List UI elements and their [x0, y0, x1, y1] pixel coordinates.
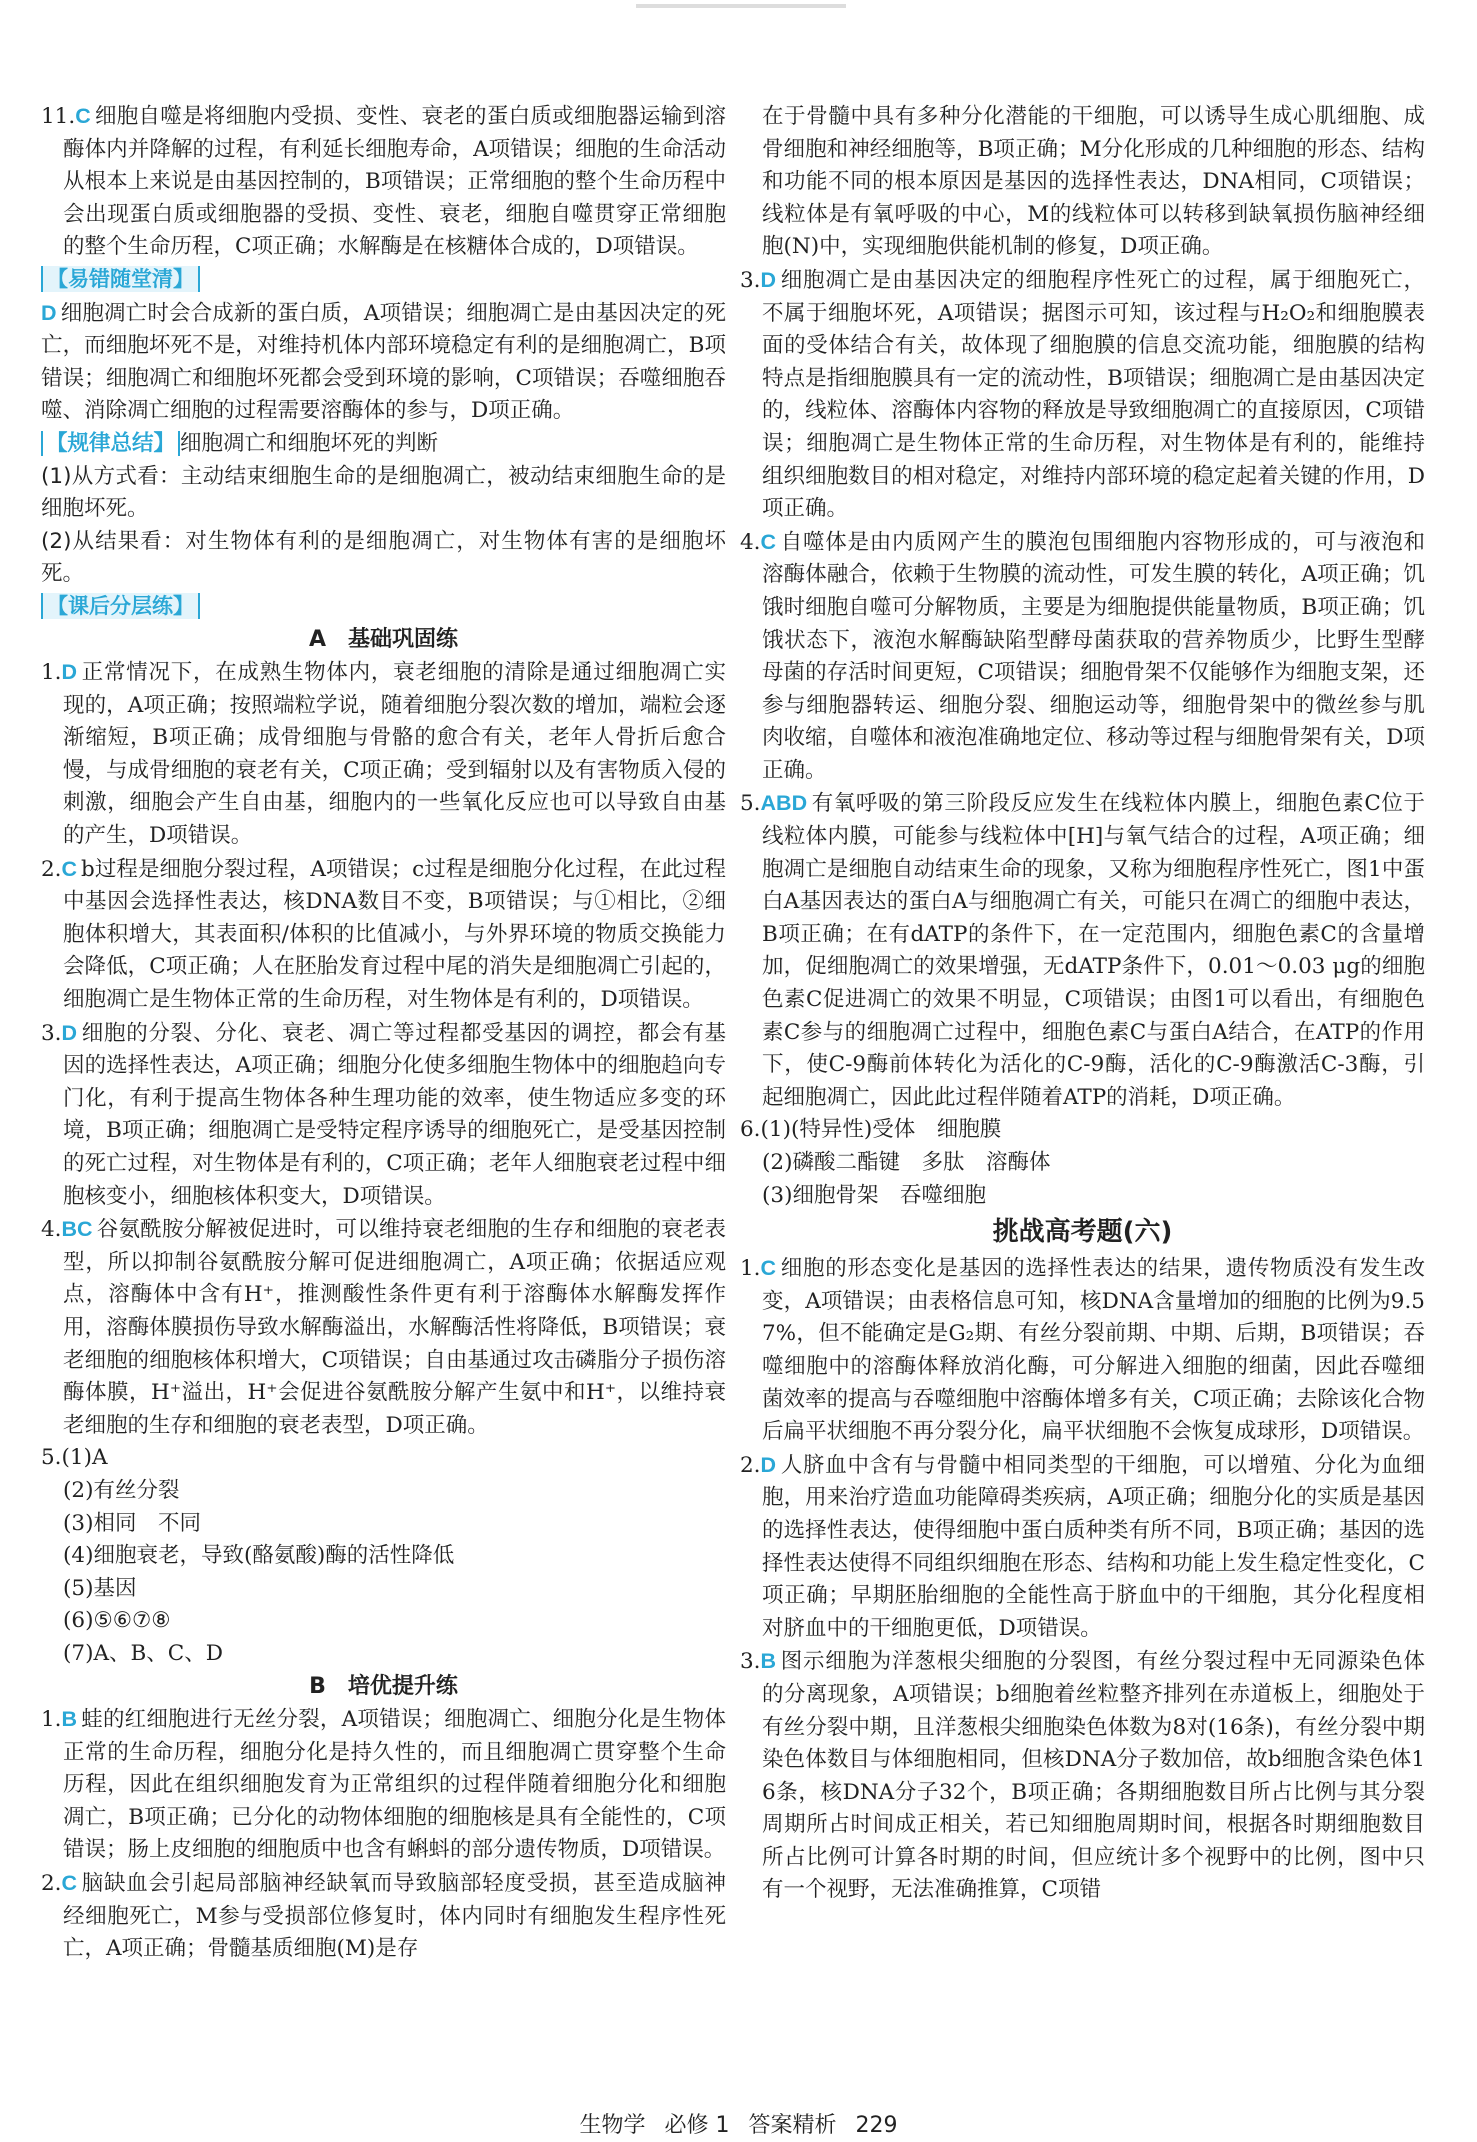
explanation-text: 谷氨酰胺分解被促进时，可以维持衰老细胞的生存和细胞的衰老表型，所以抑制谷氨酰胺分解可促进细胞凋亡，A项正确；依据适应观点，溶酶体中含有H⁺，推测酸性条件更有利于溶酶体水解酶发挥作用，溶酶体膜损伤导致水解酶溢出，水解酶活性将降低，B项错误；衰老细胞的细胞核体积增大，C项错误；自由基通过攻击磷脂分子损伤溶酶体膜，H⁺溢出，H⁺会促进谷氨酰胺分解产生氨中和H⁺，以维持衰老细胞的生存和细胞的衰老表型，D项正确。 — [63, 1217, 726, 1438]
sub-answer: (6)⑤⑥⑦⑧ — [63, 1608, 171, 1634]
section-tag-kehou: 【课后分层练】 — [41, 591, 726, 624]
answer-item-a4: 4.BC 谷氨酰胺分解被促进时，可以维持衰老细胞的生存和细胞的衰老表型，所以抑制谷氨酰胺分解可促进细胞凋亡，A项正确；依据适应观点，溶酶体中含有H⁺，推测酸性条件更有利于溶酶体水解酶发挥作用，溶酶体膜损伤导致水解酶溢出，水解酶活性将降低，B项错误；衰老细胞的细胞核体积增大，C项错误；自由基通过攻击磷脂分子损伤溶酶体膜，H⁺溢出，H⁺会促进谷氨酰胺分解产生氨中和H⁺，以维持衰老细胞的生存和细胞的衰老表型，D项正确。 — [41, 1217, 726, 1438]
explanation-text: 细胞的分裂、分化、衰老、凋亡等过程都受基因的调控，都会有基因的选择性表达，A项正确；细胞分化使多细胞生物体中的细胞趋向专门化，有利于提高生物体各种生理功能的效率，使生物适应多变的环境，B项正确；细胞凋亡是受特定程序诱导的细胞死亡，是受基因控制的死亡过程，对生物体是有利的，C项正确；老年人细胞衰老过程中细胞核变小，细胞核体积变大，D项错误。 — [63, 1020, 726, 1209]
sub-answer: (1)A — [61, 1445, 108, 1471]
answer-item-b6: 6.(1)(特异性)受体 细胞膜 (2)磷酸二酯键 多肽 溶酶体 (3)细胞骨架 吞噬细胞 — [740, 1114, 1425, 1212]
explanation-text: 图示细胞为洋葱根尖细胞的分裂图，有丝分裂过程中无同源染色体的分离现象，A项错误；b细胞着丝粒整齐排列在赤道板上，细胞处于有丝分裂中期，且洋葱根尖细胞染色体数为8对(16条)，有丝分裂中期染色体数目与体细胞相同，但核DNA分子数加倍，故b细胞含染色体16条，核DNA分子32个，B项正确；各期细胞数目所占比例与其分裂周期所占时间成正相关，若已知细胞周期时间，根据各时期细胞数目所占比例可计算各时期的时间，但应统计多个视野中的比例，图中只有一个视野，无法准确推算，C项错 — [762, 1649, 1425, 1903]
explanation-text: 正常情况下，在成熟生物体内，衰老细胞的清除是通过细胞凋亡实现的，A项正确；按照端粒学说，随着细胞分裂次数的增加，端粒会逐渐缩短，B项正确；成骨细胞与骨骼的愈合有关，老年人骨折后愈合慢，与成骨细胞的衰老有关，C项正确；受到辐射以及有害物质入侵的刺激，细胞会产生自由基，细胞内的一些氧化反应也可以导致自由基的产生，D项错误。 — [63, 660, 726, 849]
page-footer — [0, 2108, 1477, 2139]
answer-item-b2-continued: 在于骨髓中具有多种分化潜能的干细胞，可以诱导生成心肌细胞、成骨细胞和神经细胞等，B项正确；M分化形成的几种细胞的形态、结构和功能不同的根本原因是基因的选择性表达，DNA相同，C项错误；线粒体是有氧呼吸的中心，M的线粒体可以转移到缺氧损伤脑神经细胞(N)中，实现细胞供能机制的修复，D项正确。 — [762, 104, 1425, 260]
section-title-b: B 培优提升练 — [309, 1673, 458, 1699]
answer-letter: D — [41, 300, 57, 325]
top-decoration — [636, 4, 846, 8]
sub-answer: (5)基因 — [63, 1575, 137, 1601]
answer-letter: D — [760, 1452, 777, 1477]
section-tag-yicuo: 【易错随堂清】 — [41, 264, 726, 297]
answer-item-b2: 2.C 脑缺血会引起局部脑神经缺氧而导致脑部轻度受损，甚至造成脑神经细胞死亡，M参与受损部位修复时，体内同时有细胞发生程序性死亡，A项正确；骨髓基质细胞(M)是存 — [41, 1871, 726, 1962]
footer-section: 答案精析 — [748, 2113, 837, 2138]
footer-subject: 生物学 — [579, 2113, 646, 2138]
explanation-text: 细胞自噬是将细胞内受损、变性、衰老的蛋白质或细胞器运输到溶酶体内并降解的过程，有利延长细胞寿命，A项错误；细胞的生命活动从根本上来说是由基因控制的，B项错误；正常细胞的整个生命历程中会出现蛋白质或细胞器的受损、变性、衰老，细胞自噬贯穿正常细胞的整个生命历程，C项正确；水解酶是在核糖体合成的，D项错误。 — [63, 104, 726, 260]
explanation-text: 细胞凋亡时会合成新的蛋白质，A项错误；细胞凋亡是由基因决定的死亡，而细胞坏死不是，对维持机体内部环境稳定有利的是细胞凋亡，B项错误；细胞凋亡和细胞坏死都会受到环境的影响，C项错误；吞噬细胞吞噬、消除凋亡细胞的过程需要溶酶体的参与，D项正确。 — [41, 300, 726, 424]
answer-item-c2: 2.D 人脐血中含有与骨髓中相同类型的干细胞，可以增殖、分化为血细胞，用来治疗造血功能障碍类疾病，A项正确；细胞分化的实质是基因的选择性表达，使得细胞中蛋白质种类有所不同，B项正确；基因的选择性表达使得不同组织细胞在形态、结构和功能上发生稳定性变化，C项正确；早期胚胎细胞的全能性高于脐血中的干细胞，其分化程度相对脐血中的干细胞更低，D项错误。 — [740, 1452, 1425, 1641]
challenge-title: 挑战高考题(六) — [992, 1217, 1173, 1248]
rule-summary-heading — [41, 428, 726, 461]
sub-answer: (4)细胞衰老，导致(酪氨酸)酶的活性降低 — [63, 1543, 455, 1569]
answer-item-b1: 1.B 蛙的红细胞进行无丝分裂，A项错误；细胞凋亡、细胞分化是生物体正常的生命历程，细胞分化是持久性的，而且细胞凋亡贯穿整个生命历程，因此在组织细胞发育为正常组织的过程伴随着细胞分化和细胞凋亡，B项正确；已分化的动物体细胞的细胞核是具有全能性的，C项错误；肠上皮细胞的细胞质中也含有蝌蚪的部分遗传物质，D项错误。 — [41, 1707, 726, 1863]
sub-answer: (7)A、B、C、D — [63, 1640, 223, 1666]
answer-item-a2: 2.C b过程是细胞分裂过程，A项错误；c过程是细胞分化过程，在此过程中基因会选择性表达，核DNA数目不变，B项错误；与①相比，②细胞体积增大，其表面积/体积的比值减小，与外界环境的物质交换能力会降低，C项正确；人在胚胎发育过程中尾的消失是细胞凋亡引起的，细胞凋亡是生物体正常的生命历程，对生物体是有利的，D项错误。 — [41, 856, 726, 1013]
answer-item-a1: 1.D 正常情况下，在成熟生物体内，衰老细胞的清除是通过细胞凋亡实现的，A项正确；按照端粒学说，随着细胞分裂次数的增加，端粒会逐渐缩短，B项正确；成骨细胞与骨骼的愈合有关，老年人骨折后愈合慢，与成骨细胞的衰老有关，C项正确；受到辐射以及有害物质入侵的刺激，细胞会产生自由基，细胞内的一些氧化反应也可以导致自由基的产生，D项错误。 — [41, 660, 726, 849]
answer-letter: B — [760, 1649, 777, 1674]
rule-summary-point-2: (2)从结果看：对生物体有利的是细胞凋亡，对生物体有害的是细胞坏死。 — [41, 528, 726, 587]
answer-letter: C — [61, 856, 78, 881]
right-column — [740, 101, 1425, 1907]
answer-item-a3: 3.D 细胞的分裂、分化、衰老、凋亡等过程都受基因的调控，都会有基因的选择性表达，A项正确；细胞分化使多细胞生物体中的细胞趋向专门化，有利于提高生物体各种生理功能的效率，使生物适应多变的环境，B项正确；细胞凋亡是受特定程序诱导的细胞死亡，是受基因控制的死亡过程，对生物体是有利的，C项正确；老年人细胞衰老过程中细胞核变小，细胞核体积变大，D项错误。 — [41, 1020, 726, 1209]
page-number: 229 — [855, 2113, 898, 2138]
footer-book: 必修 1 — [664, 2113, 730, 2138]
rule-summary-title: 细胞凋亡和细胞坏死的判断 — [180, 430, 439, 456]
answer-letter: C — [61, 1871, 78, 1896]
sub-answer: (3)细胞骨架 吞噬细胞 — [762, 1182, 986, 1208]
sub-answer: (2)有丝分裂 — [63, 1477, 180, 1503]
sub-answer: (1)(特异性)受体 细胞膜 — [760, 1117, 1002, 1143]
explanation-text: 人脐血中含有与骨髓中相同类型的干细胞，可以增殖、分化为血细胞，用来治疗造血功能障碍类疾病，A项正确；细胞分化的实质是基因的选择性表达，使得细胞中蛋白质种类有所不同，B项正确；基因的选择性表达使得不同组织细胞在形态、结构和功能上发生稳定性变化，C项正确；早期胚胎细胞的全能性高于脐血中的干细胞，其分化程度相对脐血中的干细胞更低，D项错误。 — [762, 1452, 1425, 1641]
answer-item-b3: 3.D 细胞凋亡是由基因决定的细胞程序性死亡的过程，属于细胞死亡，不属于细胞坏死，A项错误；据图示可知，该过程与H₂O₂和细胞膜表面的受体结合有关，故体现了细胞膜的信息交流功能，细胞膜的结构特点是指细胞膜具有一定的流动性，B项错误；细胞凋亡是由基因决定的，线粒体、溶酶体内容物的释放是导致细胞凋亡的直接原因，C项错误；细胞凋亡是生物体正常的生命历程，对生物体是有利的，能维持组织细胞数目的相对稳定，对维持内部环境的稳定起着关键的作用，D项正确。 — [740, 267, 1425, 522]
answer-item-c1: 1.C 细胞的形态变化是基因的选择性表达的结果，遗传物质没有发生改变，A项错误；由表格信息可知，核DNA含量增加的细胞的比例为9.57%，但不能确定是G₂期、有丝分裂前期、中期、后期，B项错误；吞噬细胞中的溶酶体释放消化酶，可分解进入细胞的细菌，因此吞噬细菌效率的提高与吞噬细胞中溶酶体增多有关，C项正确；去除该化合物后扁平状细胞不再分裂分化，扁平状细胞不会恢复成球形，D项错误。 — [740, 1256, 1425, 1445]
answer-item-c3: 3.B 图示细胞为洋葱根尖细胞的分裂图，有丝分裂过程中无同源染色体的分离现象，A项错误；b细胞着丝粒整齐排列在赤道板上，细胞处于有丝分裂中期，且洋葱根尖细胞染色体数为8对(16条)，有丝分裂中期染色体数目与体细胞相同，但核DNA分子数加倍，故b细胞含染色体16条，核DNA分子32个，B项正确；各期细胞数目所占比例与其分裂周期所占时间成正相关，若已知细胞周期时间，根据各时期细胞数目所占比例可计算各时期的时间，但应统计多个视野中的比例，图中只有一个视野，无法准确推算，C项错 — [740, 1649, 1425, 1903]
answer-letter: BC — [61, 1217, 93, 1242]
answer-item-yicuo — [41, 297, 726, 428]
left-column — [41, 100, 726, 1966]
explanation-text: 蛙的红细胞进行无丝分裂，A项错误；细胞凋亡、细胞分化是生物体正常的生命历程，细胞分化是持久性的，而且细胞凋亡贯穿整个生命历程，因此在组织细胞发育为正常组织的过程伴随着细胞分化和细胞凋亡，B项正确；已分化的动物体细胞的细胞核是具有全能性的，C项错误；肠上皮细胞的细胞质中也含有蝌蚪的部分遗传物质，D项错误。 — [63, 1707, 726, 1863]
section-title-a: A 基础巩固练 — [308, 626, 459, 652]
answer-letter: C — [75, 104, 91, 128]
sub-answer: (3)相同 不同 — [63, 1510, 201, 1536]
sub-answer: (2)磷酸二酯键 多肽 溶酶体 — [762, 1150, 1051, 1175]
explanation-text: b过程是细胞分裂过程，A项错误；c过程是细胞分化过程，在此过程中基因会选择性表达，核DNA数目不变，B项错误；与①相比，②细胞体积增大，其表面积/体积的比值减小，与外界环境的物质交换能力会降低，C项正确；人在胚胎发育过程中尾的消失是细胞凋亡引起的，细胞凋亡是生物体正常的生命历程，对生物体是有利的，D项错误。 — [63, 856, 726, 1013]
answer-item-b4: 4.C 自噬体是由内质网产生的膜泡包围细胞内容物形成的，可与液泡和溶酶体融合，依赖于生物膜的流动性，可发生膜的转化，A项正确；饥饿时细胞自噬可分解物质，主要是为细胞提供能量物质，B项正确；饥饿状态下，液泡水解酶缺陷型酵母菌获取的营养物质少，比野生型酵母菌的存活时间更短，C项错误；细胞骨架不仅能够作为细胞支架，还参与细胞器转运、细胞分裂、细胞运动等，细胞骨架中的微丝参与肌肉收缩，自噬体和液泡准确地定位、移动等过程与细胞骨架有关，D项正确。 — [740, 529, 1425, 783]
answer-letter: C — [760, 529, 777, 554]
answer-letter: ABD — [760, 791, 808, 816]
explanation-text: 细胞的形态变化是基因的选择性表达的结果，遗传物质没有发生改变，A项错误；由表格信息可知，核DNA含量增加的细胞的比例为9.57%，但不能确定是G₂期、有丝分裂前期、中期、后期，B项错误；吞噬细胞中的溶酶体释放消化酶，可分解进入细胞的细菌，因此吞噬细菌效率的提高与吞噬细胞中溶酶体增多有关，C项正确；去除该化合物后扁平状细胞不再分裂分化，扁平状细胞不会恢复成球形，D项错误。 — [762, 1256, 1425, 1445]
answer-letter: D — [61, 1020, 78, 1045]
answer-item-a5: 5.(1)A (2)有丝分裂 (3)相同 不同 (4)细胞衰老，导致(酪氨酸)酶的活性降低 (5)基因 (6)⑤⑥⑦⑧ (7)A、B、C、D — [41, 1442, 726, 1670]
section-tag-guilv: 【规律总结】 — [41, 431, 180, 456]
answer-letter: B — [61, 1707, 78, 1732]
answer-item-b5: 5.ABD 有氧呼吸的第三阶段反应发生在线粒体内膜上，细胞色素C位于线粒体内膜，可能参与线粒体中[H]与氧气结合的过程，A项正确；细胞凋亡是细胞自动结束生命的现象，又称为细胞程序性死亡，图1中蛋白A基因表达的蛋白A与细胞凋亡有关，可能只在凋亡的细胞中表达，B项正确；在有dATP的条件下，在一定范围内，细胞色素C的含量增加，促细胞凋亡的效果增强，无dATP条件下，0.01～0.03 μg的细胞色素C促进凋亡的效果不明显，C项错误；由图1可以看出，有细胞色素C参与的细胞凋亡过程中，细胞色素C与蛋白A结合，在ATP的作用下，使C-9酶前体转化为活化的C-9酶，活化的C-9酶激活C-3酶，引起细胞凋亡，因此此过程伴随着ATP的消耗，D项正确。 — [740, 791, 1425, 1110]
explanation-text: 有氧呼吸的第三阶段反应发生在线粒体内膜上，细胞色素C位于线粒体内膜，可能参与线粒体中[H]与氧气结合的过程，A项正确；细胞凋亡是细胞自动结束生命的现象，又称为细胞程序性死亡，图1中蛋白A基因表达的蛋白A与细胞凋亡有关，可能只在凋亡的细胞中表达，B项正确；在有dATP的条件下，在一定范围内，细胞色素C的含量增加，促细胞凋亡的效果增强，无dATP条件下，0.01～0.03 μg的细胞色素C促进凋亡的效果不明显，C项错误；由图1可以看出，有细胞色素C参与的细胞凋亡过程中，细胞色素C与蛋白A结合，在ATP的作用下，使C-9酶前体转化为活化的C-9酶，活化的C-9酶激活C-3酶，引起细胞凋亡，因此此过程伴随着ATP的消耗，D项正确。 — [762, 791, 1425, 1110]
answer-item-11: 11.C 细胞自噬是将细胞内受损、变性、衰老的蛋白质或细胞器运输到溶酶体内并降解的过程，有利延长细胞寿命，A项错误；细胞的生命活动从根本上来说是由基因控制的，B项错误；正常细胞的整个生命历程中会出现蛋白质或细胞器的受损、变性、衰老，细胞自噬贯穿正常细胞的整个生命历程，C项正确；水解酶是在核糖体合成的，D项错误。 — [41, 104, 726, 260]
explanation-text: 脑缺血会引起局部脑神经缺氧而导致脑部轻度受损，甚至造成脑神经细胞死亡，M参与受损部位修复时，体内同时有细胞发生程序性死亡，A项正确；骨髓基质细胞(M)是存 — [63, 1871, 726, 1962]
explanation-text: 自噬体是由内质网产生的膜泡包围细胞内容物形成的，可与液泡和溶酶体融合，依赖于生物膜的流动性，可发生膜的转化，A项正确；饥饿时细胞自噬可分解物质，主要是为细胞提供能量物质，B项正确；饥饿状态下，液泡水解酶缺陷型酵母菌获取的营养物质少，比野生型酵母菌的存活时间更短，C项错误；细胞骨架不仅能够作为细胞支架，还参与细胞器转运、细胞分裂、细胞运动等，细胞骨架中的微丝参与肌肉收缩，自噬体和液泡准确地定位、移动等过程与细胞骨架有关，D项正确。 — [762, 529, 1425, 783]
rule-summary-point-1: (1)从方式看：主动结束细胞生命的是细胞凋亡，被动结束细胞生命的是细胞坏死。 — [41, 463, 726, 522]
answer-letter: D — [61, 660, 78, 685]
answer-letter: C — [760, 1256, 777, 1281]
explanation-text: 细胞凋亡是由基因决定的细胞程序性死亡的过程，属于细胞死亡，不属于细胞坏死，A项错误；据图示可知，该过程与H₂O₂和细胞膜表面的受体结合有关，故体现了细胞膜的信息交流功能，细胞膜的结构特点是指细胞膜具有一定的流动性，B项错误；细胞凋亡是由基因决定的，线粒体、溶酶体内容物的释放是导致细胞凋亡的直接原因，C项错误；细胞凋亡是生物体正常的生命历程，对生物体是有利的，能维持组织细胞数目的相对稳定，对维持内部环境的稳定起着关键的作用，D项正确。 — [762, 267, 1425, 522]
answer-letter: D — [760, 267, 777, 292]
